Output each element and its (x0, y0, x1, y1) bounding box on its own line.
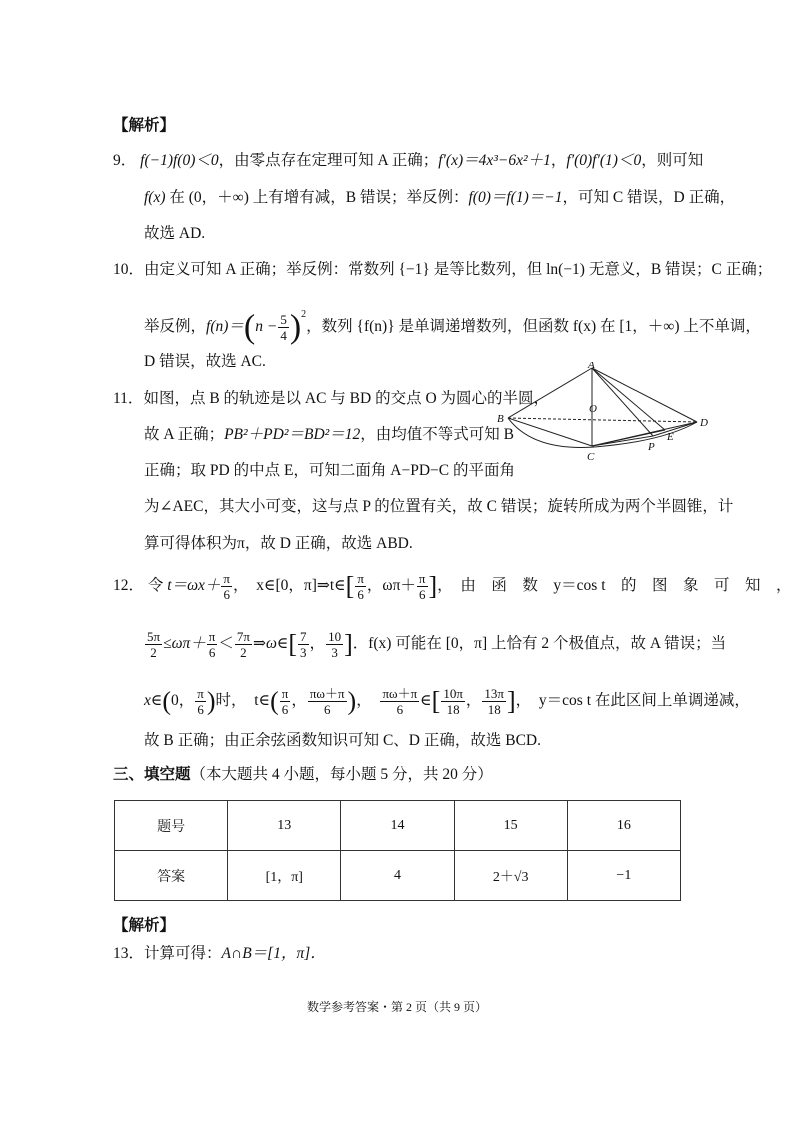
q10-number: 10． (113, 261, 145, 278)
table-cell: 答案 (115, 851, 228, 901)
label-e: E (667, 431, 674, 443)
label-a: A (588, 362, 595, 371)
q12-line-4: 故 B 正确；由正余弦函数知识可知 C、D 正确，故选 BCD. (144, 732, 541, 749)
table-row (115, 801, 681, 851)
table-cell: 4 (341, 851, 454, 901)
q10-line-2: 举反例，f(n)＝(n − $\frac{5}{4}$ )$^2$，数列 {f(n)} 是单调递增数列，但函数 f(x) 在 [1，＋∞) 上不单调， (144, 308, 761, 346)
edge-pd (653, 422, 697, 436)
q9-number: 9． (113, 152, 137, 169)
q12-line-2: $\frac{5\pi}{2}$ ≤ωπ＋ $\frac{\pi}{6}$ ＜ $\frac{7\pi}{2}$ ⇒ω∈[ $\frac{7}{3}$ ， $\frac{10}{3}$ ]．f(x) 可能在 [0，π] 上恰有 2 个极值点，故 A 错误；当 (147, 629, 727, 660)
q11-number: 11． (113, 390, 144, 407)
q11-line-4: 为∠AEC，其大小可变，这与点 P 的位置有关，故 C 错误；旋转所成为两个半圆锥，计 (144, 498, 734, 515)
edge-bc (508, 418, 592, 446)
analysis-heading: 【解析】 (113, 117, 176, 134)
solid-geometry-figure (495, 362, 715, 462)
edge-ap (592, 368, 653, 436)
q10-line-1: 10．由定义可知 A 正确；举反例：常数列 {−1} 是等比数列，但 ln(−1) 无意义，B 错误；C 正确； (113, 261, 773, 278)
edge-bd (508, 418, 697, 422)
table-cell: 13 (228, 801, 341, 851)
q10-line-3: D 错误，故选 AC. (144, 353, 266, 370)
q12-line-1: 12． 令 t＝ωx＋ $\frac{\pi}{6}$ ， x∈[0，π]⇒t∈[ $\frac{\pi}{6}$ ，ωπ＋ $\frac{\pi}{6}$ ]， 由 函 数 y＝cos t 的 图 象 可 知 ， (113, 571, 792, 602)
label-o: O (589, 403, 597, 415)
edge-ab (508, 368, 592, 418)
fraction-5-4: $\frac{5}{4}$ (280, 311, 287, 343)
table-cell: −1 (567, 851, 680, 901)
q11-line-5: 算可得体积为π，故 D 正确，故选 ABD. (144, 535, 413, 552)
table-cell: [1，π] (228, 851, 341, 901)
q11-line-2: 故 A 正确；PB²＋PD²＝BD²＝12，由均值不等式可知 B (144, 426, 515, 443)
q13-number: 13． (113, 945, 145, 962)
label-p: P (648, 441, 655, 453)
table-row (115, 851, 681, 901)
table-cell: 2＋√3 (454, 851, 567, 901)
q12-number: 12． (113, 577, 145, 595)
q11-line-1: 11．如图，点 B 的轨迹是以 AC 与 BD 的交点 O 为圆心的半圆， (113, 390, 550, 407)
label-c: C (587, 451, 595, 462)
table-cell: 15 (454, 801, 567, 851)
table-cell: 16 (567, 801, 680, 851)
q9-line-3: 故选 AD. (144, 225, 206, 242)
analysis-heading-2: 【解析】 (113, 917, 176, 934)
label-b: B (497, 413, 504, 425)
q12-line-3: x∈(0， $\frac{\pi}{6}$ )时， t∈( $\frac{\pi}{6}$ ， $\frac{\pi\omega+\pi}{6}$ )， $\frac{\pi\omega+\pi}{6}$ ∈[ $\frac{10\pi}{18}$ ， $\frac{13\pi}{18}$ ]， y＝cos t 在此区间上单调递减， (144, 686, 750, 717)
answer-table (114, 800, 681, 901)
section-3-heading: 三、填空题（本大题共 4 小题，每小题 5 分，共 20 分） (113, 766, 493, 783)
label-d: D (700, 417, 708, 429)
table-cell: 题号 (115, 801, 228, 851)
q9-line-1: 9． f(−1)f(0)＜0，由零点存在定理可知 A 正确；f′(x)＝4x³−6x²＋1，f′(0)f′(1)＜0，则可知 (113, 152, 704, 169)
table-cell: 14 (341, 801, 454, 851)
page-footer: 数学参考答案・第 2 页（共 9 页） (306, 1000, 487, 1014)
q11-line-3: 正确；取 PD 的中点 E，可知二面角 A−PD−C 的平面角 (144, 462, 515, 479)
q13-line: 13．计算可得：A∩B＝[1，π]． (113, 945, 326, 962)
edge-ad (592, 368, 697, 422)
q9-line-2: f(x) 在 (0，＋∞) 上有增有减，B 错误；举反例：f(0)＝f(1)＝−1，可知 C 错误，D 正确， (144, 189, 736, 206)
